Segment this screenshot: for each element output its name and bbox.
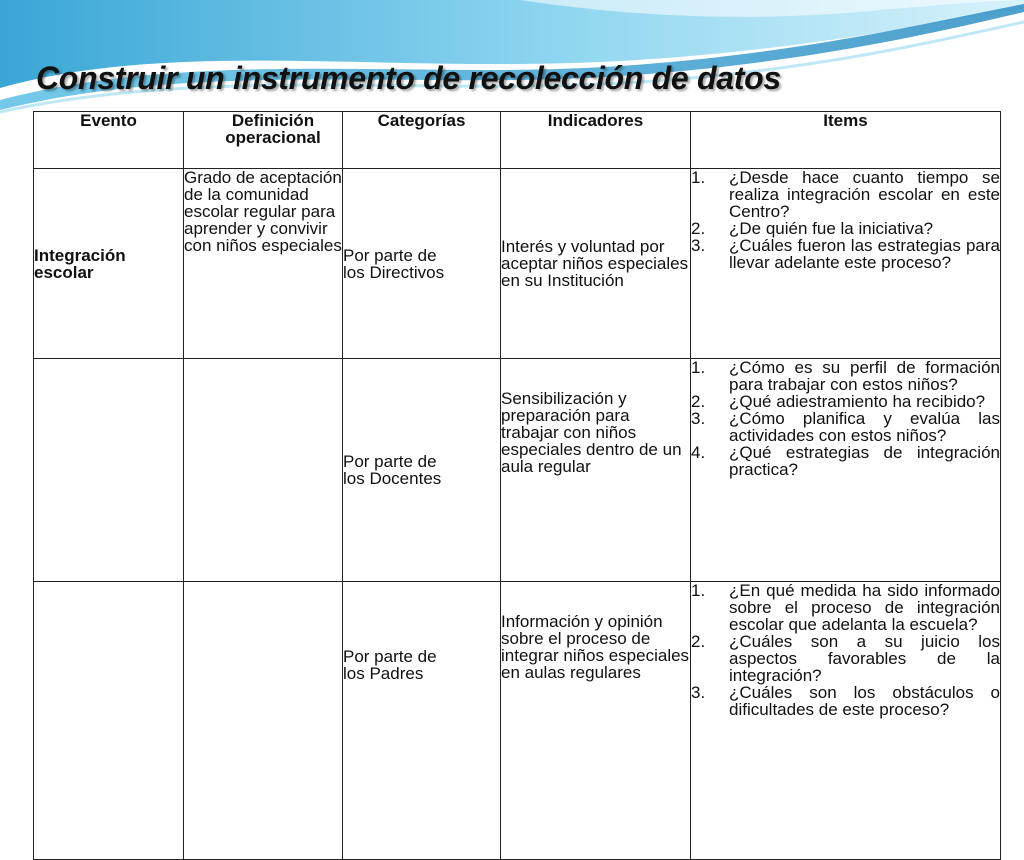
categoria-line: los Docentes — [343, 469, 442, 488]
list-item: 1. ¿Desde hace cuanto tiempo se realiza integración escolar en este Centro? — [691, 168, 1000, 221]
categoria-line: Por parte de — [343, 452, 437, 471]
empty-cell — [34, 359, 184, 582]
list-item: 3. ¿Cuáles son los obstáculos o dificultades de este proceso? — [691, 683, 1000, 719]
header-indicadores: Indicadores — [501, 112, 691, 169]
items-cell — [691, 169, 1001, 359]
list-item: 2. ¿De quién fue la iniciativa? — [691, 219, 934, 238]
list-item: 4. ¿Qué estrategias de integración practica? — [691, 443, 1000, 479]
categoria-cell — [343, 169, 501, 359]
categoria-cell — [343, 359, 501, 582]
list-item: 1. ¿En qué medida ha sido informado sobre el proceso de integración escolar que adelanta la escuela? — [691, 581, 1000, 634]
items-list — [691, 582, 1000, 718]
header-items: Items — [691, 112, 1001, 169]
empty-cell — [184, 359, 343, 582]
header-evento: Evento — [34, 112, 184, 169]
indicador-cell: Información y opinión sobre el proceso de integrar niños especiales en aulas regulares — [501, 582, 691, 860]
table-row — [34, 359, 1001, 582]
categoria-line: los Padres — [343, 664, 424, 683]
table-header-row — [34, 112, 1001, 169]
categoria-line: los Directivos — [343, 262, 445, 282]
categoria-line: Por parte de — [343, 245, 437, 265]
list-item: 3. ¿Cómo planifica y evalúa las actividades con estos niños? — [691, 409, 1000, 445]
empty-cell — [34, 582, 184, 860]
list-item: 2. ¿Cuáles son a su juicio los aspectos favorables de la integración? — [691, 632, 1000, 685]
definicion-cell: Grado de aceptación de la comunidad escolar regular para aprender y convivir con niños especiales — [184, 169, 343, 359]
instrument-table — [33, 111, 1001, 860]
items-list — [691, 169, 1000, 271]
table-row — [34, 582, 1001, 860]
list-item: 1. ¿Cómo es su perfil de formación para trabajar con estos niños? — [691, 358, 1000, 394]
table-row — [34, 169, 1001, 359]
header-categorias: Categorías — [343, 112, 501, 169]
indicador-cell: Sensibilización y preparación para trabajar con niños especiales dentro de un aula regular — [501, 359, 691, 582]
header-definicion: Definición operacional — [184, 112, 343, 169]
page-title: Construir un instrumento de recolección de datos — [36, 60, 781, 96]
items-list — [691, 359, 1000, 478]
evento-cell: Integración escolar — [34, 169, 184, 359]
categoria-cell — [343, 582, 501, 860]
list-item: 3. ¿Cuáles fueron las estrategias para llevar adelante este proceso? — [691, 236, 1000, 272]
items-cell — [691, 359, 1001, 582]
categoria-line: Por parte de — [343, 647, 437, 666]
empty-cell — [184, 582, 343, 860]
items-cell — [691, 582, 1001, 860]
indicador-cell: Interés y voluntad por aceptar niños especiales en su Institución — [501, 169, 691, 359]
list-item: 2. ¿Qué adiestramiento ha recibido? — [691, 392, 986, 411]
